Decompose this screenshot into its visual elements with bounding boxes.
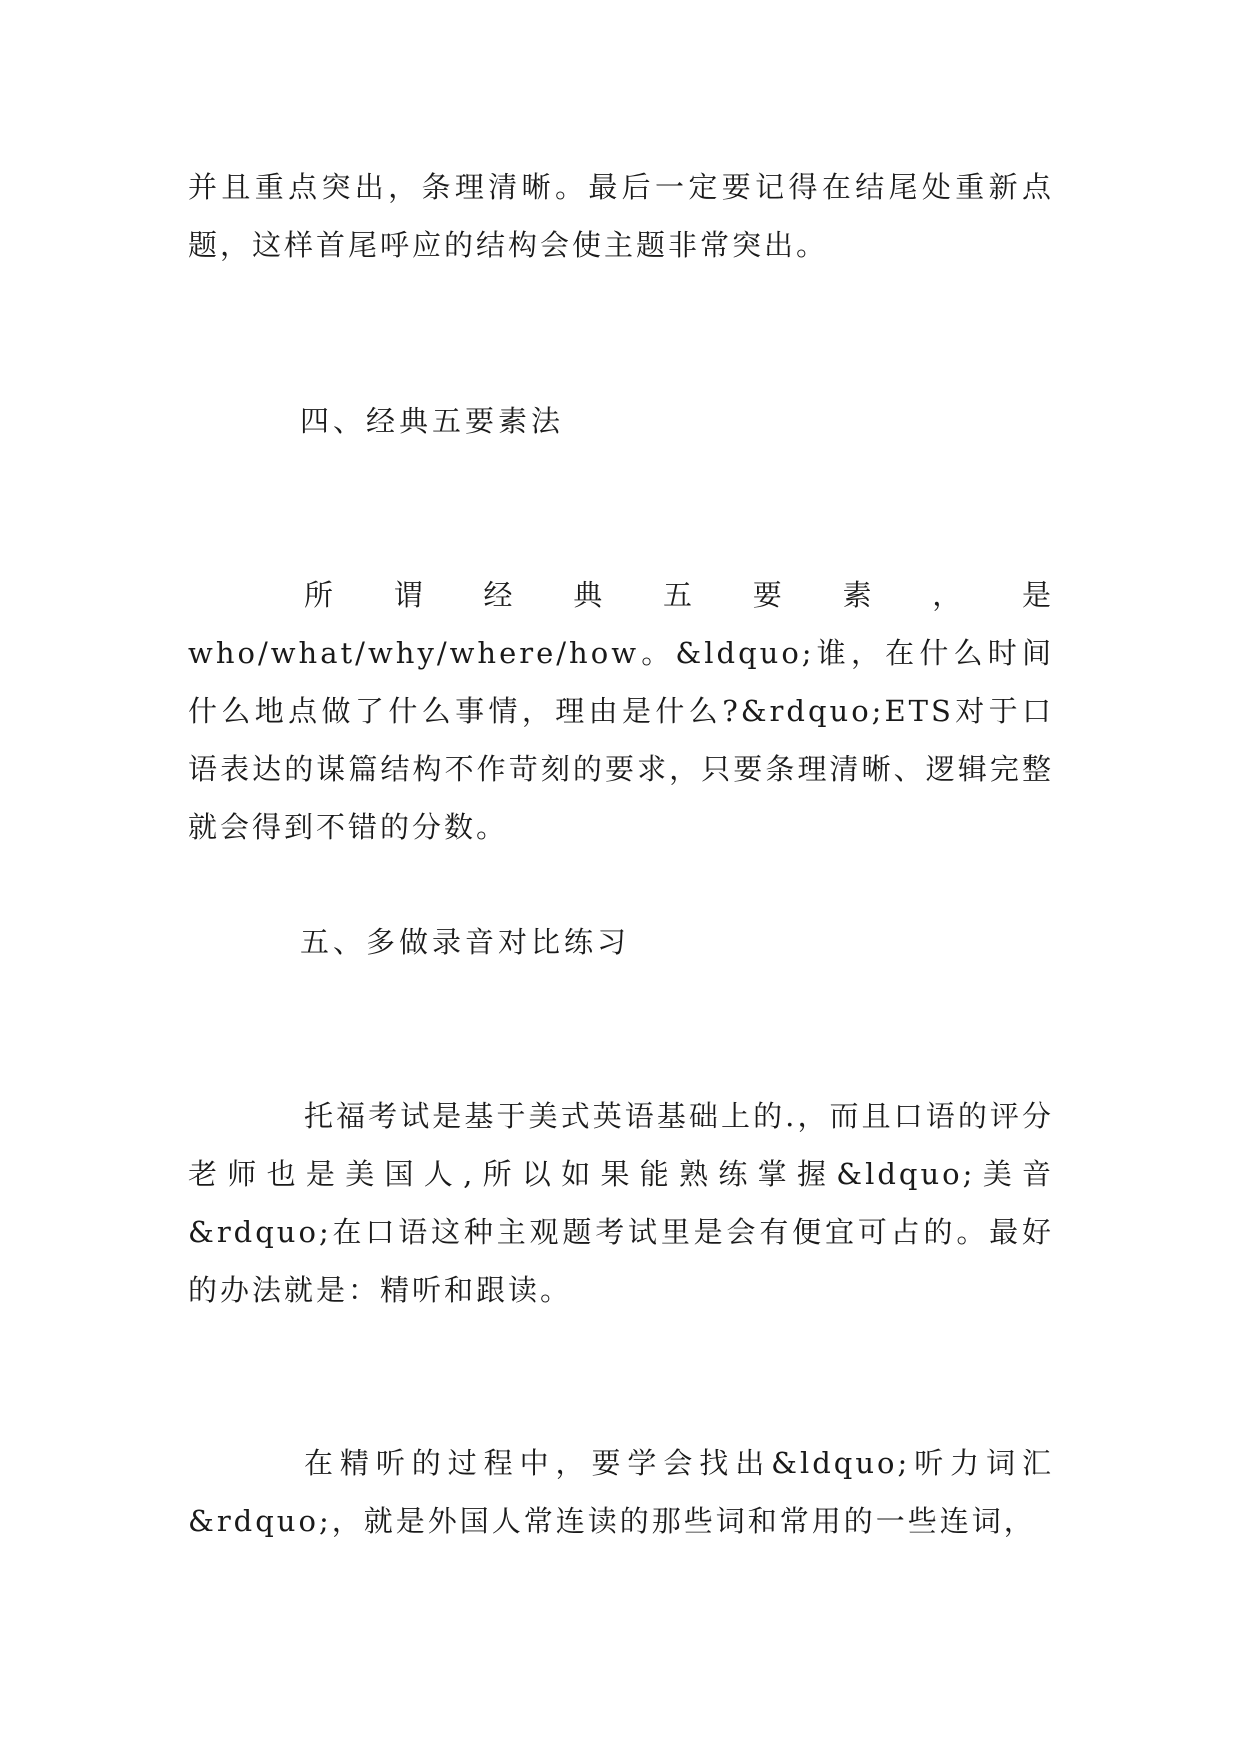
section-heading-five: 五、多做录音对比练习 xyxy=(300,925,631,959)
paragraph-conclusion: 并且重点突出，条理清晰。最后一定要记得在结尾处重新点题，这样首尾呼应的结构会使主题非常突出。 xyxy=(188,170,1054,262)
section-heading-four: 四、经典五要素法 xyxy=(300,404,565,438)
paragraph-five-elements: 所谓经典五要素，是who/what/why/where/how。&ldquo;谁，在什么时间什么地点做了什么事情，理由是什么?&rdquo;ETS对于口语表达的谋篇结构不作苛刻的要求，只要条理清晰、逻辑完整就会得到不错的分数。 xyxy=(188,578,1054,844)
paragraph-intensive-listening: 在精听的过程中，要学会找出&ldquo;听力词汇&rdquo;，就是外国人常连读的那些词和常用的一些连词， xyxy=(188,1446,1054,1538)
paragraph-american-accent: 托福考试是基于美式英语基础上的.，而且口语的评分老师也是美国人,所以如果能熟练掌握&ldquo;美音&rdquo;在口语这种主观题考试里是会有便宜可占的。最好的办法就是：精听和跟读。 xyxy=(188,1099,1054,1307)
